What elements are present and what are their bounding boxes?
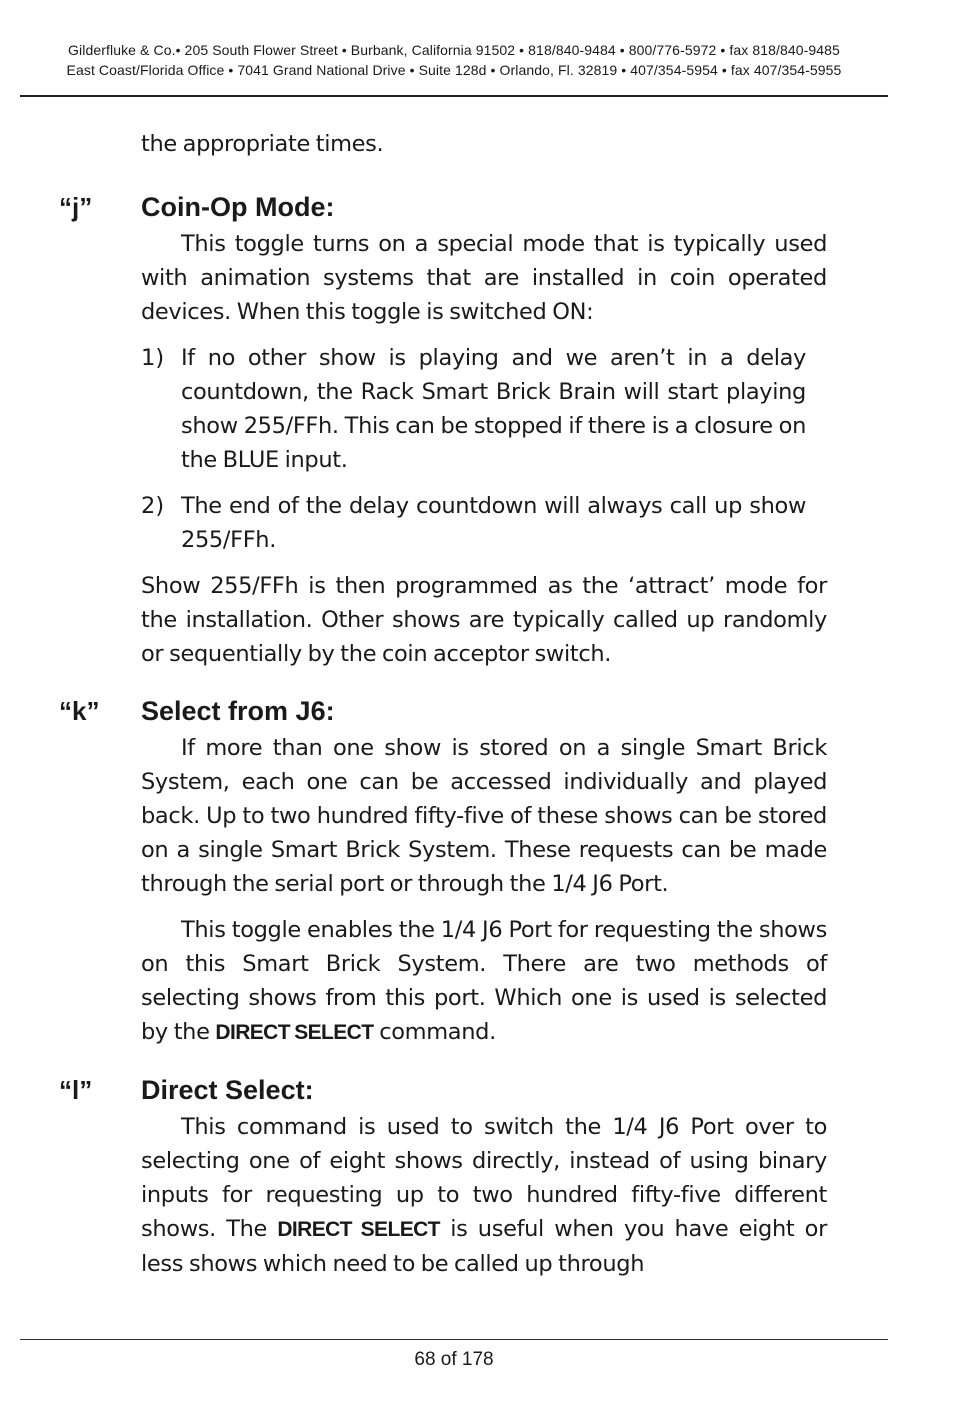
list-item-number: 1): [141, 345, 165, 371]
paragraph-text: This toggle enables the 1/4 J6 Port for requesting the shows on this Smart Brick System. There are two methods of selecting shows from this port. Which one is used is selected by the: [141, 917, 827, 1045]
section-label: “l”: [59, 1075, 93, 1105]
section-label: “k”: [59, 696, 100, 726]
header-address-line-1: Gilderfluke & Co.• 205 South Flower Street • Burbank, California 91502 • 818/840-9484 • 800/776-5972 • fax 818/840-9485: [68, 42, 840, 58]
section-paragraph: This toggle turns on a special mode that is typically used with animation systems that are installed in coin operated devices. When this toggle is switched ON:: [141, 231, 827, 325]
section-label: “j”: [59, 192, 93, 222]
section-j: [59, 187, 827, 671]
header-address-line-2: East Coast/Florida Office • 7041 Grand National Drive • Suite 128d • Orlando, Fl. 32819 • 407/354-5954 • fax 407/354-5955: [66, 62, 842, 78]
page-number: 68 of 178: [414, 1349, 494, 1370]
paragraph-text: This command is used to switch the 1/4 J6 Port over to selecting one of eight shows directly, instead of using binary inputs for requesting up to two hundred fifty-five different shows. The: [141, 1114, 827, 1242]
section-l: [59, 1070, 827, 1281]
section-title: Coin-Op Mode:: [141, 192, 335, 222]
intro-text: the appropriate times.: [141, 131, 384, 157]
section-title: Select from J6:: [141, 696, 335, 726]
list-item-text: If no other show is playing and we aren’t in a delay countdown, the Rack Smart Brick Brain will start playing show 255/FFh. This can be stopped if there is a closure on the BLUE input.: [181, 345, 806, 473]
section-paragraph: [141, 913, 827, 1050]
footer-divider: [20, 1339, 888, 1340]
list-item-number: 2): [141, 493, 165, 519]
command-name: DIRECT SELECT: [215, 1021, 374, 1044]
paragraph-text: command.: [373, 1019, 496, 1045]
page-content: [59, 127, 827, 1281]
numbered-list: [141, 341, 806, 557]
header-divider: [20, 95, 888, 97]
list-item: [141, 341, 806, 477]
command-name: DIRECT SELECT: [277, 1218, 440, 1241]
section-paragraph: Show 255/FFh is then programmed as the ‘attract’ mode for the installation. Other shows are typically called up randomly or sequentially by the coin acceptor switch.: [141, 573, 827, 667]
list-item-text: The end of the delay countdown will always call up show 255/FFh.: [181, 493, 806, 553]
page-header: [20, 40, 888, 80]
section-title: Direct Select:: [141, 1075, 314, 1105]
paragraph-text: is useful when you have eight or less shows which need to be called up through: [141, 1216, 827, 1277]
section-k: [59, 691, 827, 1050]
list-item: [141, 489, 806, 557]
section-paragraph: If more than one show is stored on a single Smart Brick System, each one can be accessed individually and played back. Up to two hundred fifty-five of these shows can be stored on a single Smart Brick System. These requests can be made through the serial port or through the 1/4 J6 Port.: [141, 735, 827, 897]
section-paragraph: [141, 1110, 827, 1281]
